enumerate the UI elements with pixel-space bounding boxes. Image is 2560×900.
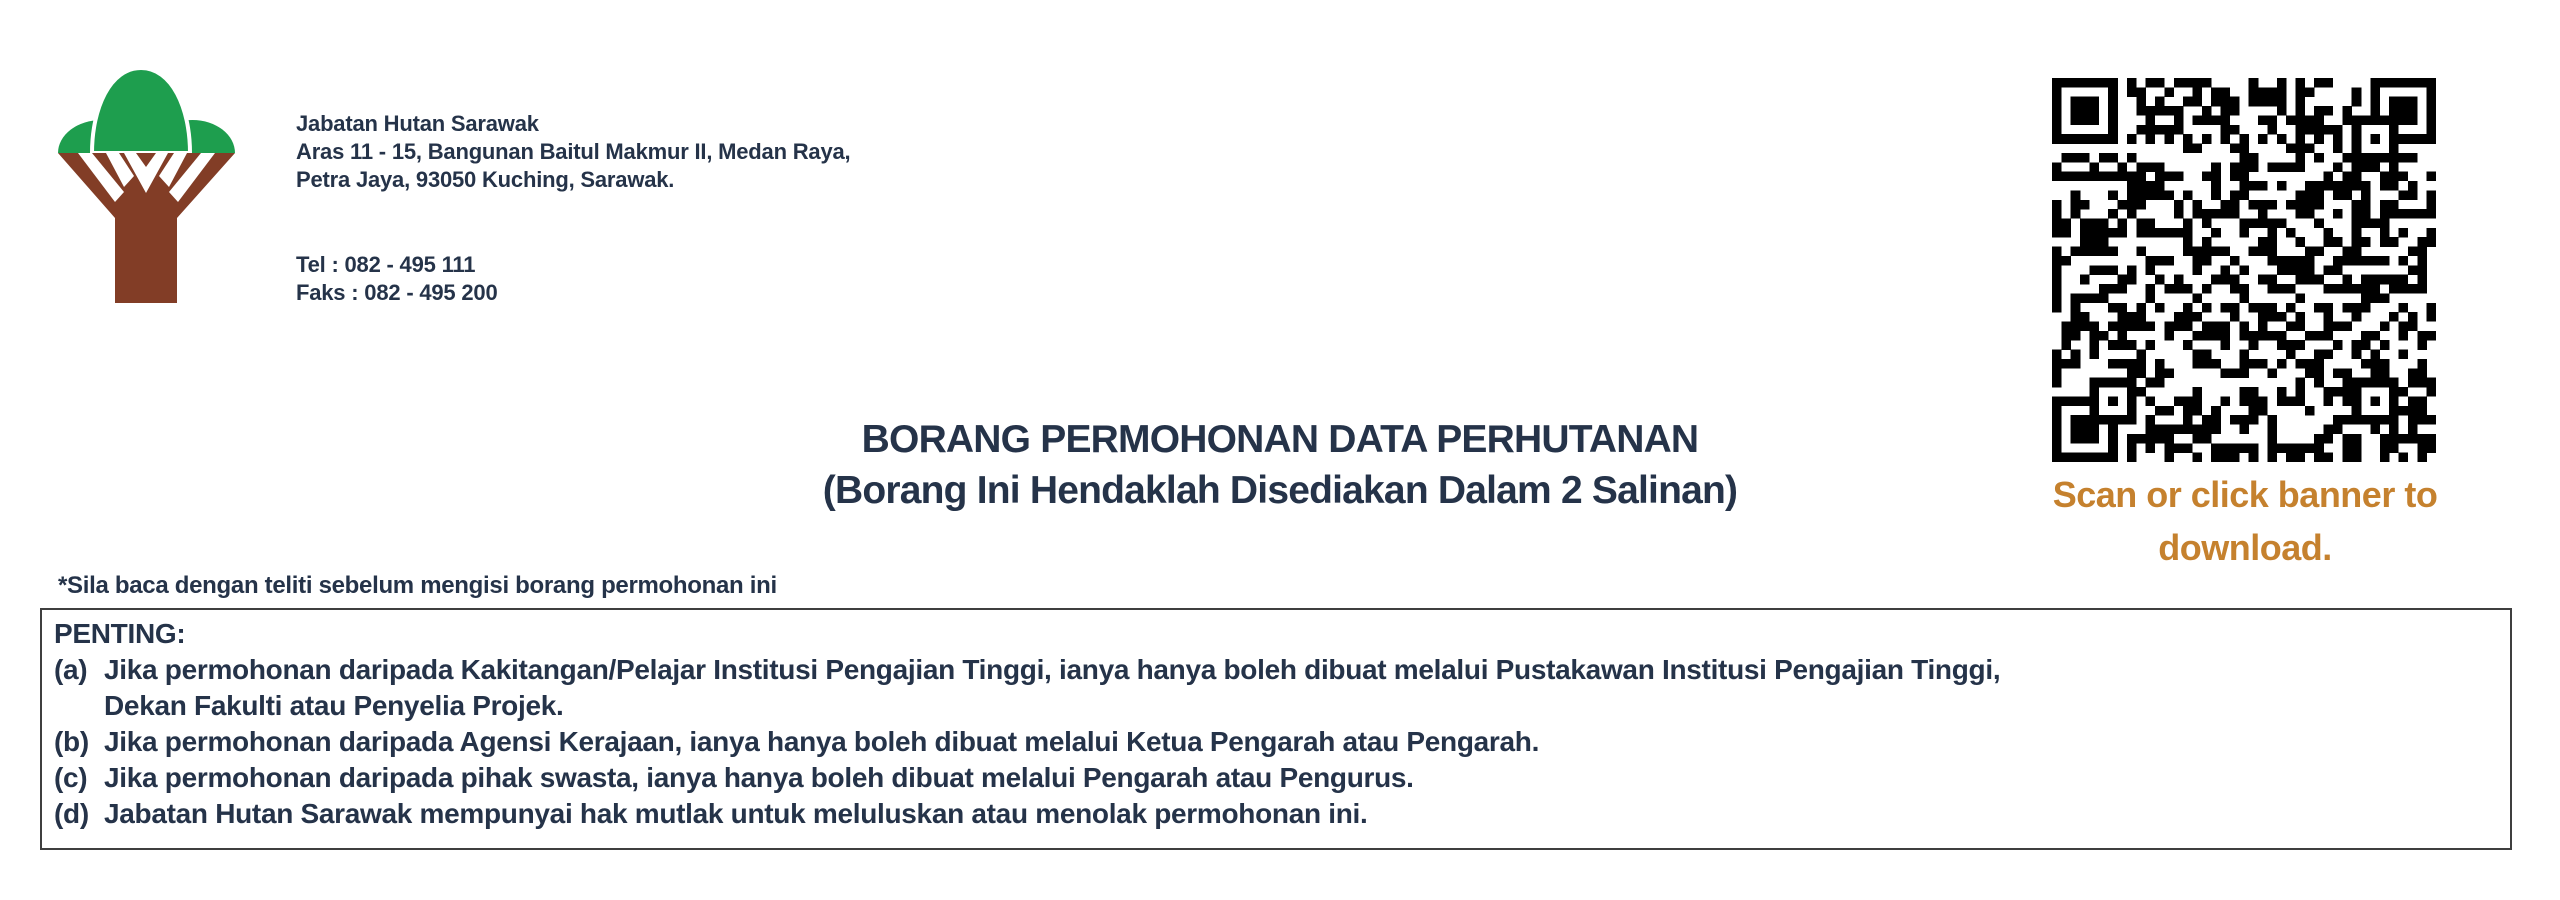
penting-item-c-label: (c)	[54, 762, 88, 793]
penting-item-c-line-1: Jika permohonan daripada pihak swasta, ianya hanya boleh dibuat melalui Pengarah atau Pengurus.	[104, 762, 1414, 793]
penting-item-a-line-2: Dekan Fakulti atau Penyelia Projek.	[104, 690, 564, 721]
read-note: *Sila baca dengan teliti sebelum mengisi borang permohonan ini	[58, 572, 777, 599]
penting-item-d-label: (d)	[54, 798, 89, 829]
qr-caption	[1950, 468, 2540, 574]
qr-caption-line-2: download.	[2158, 527, 2332, 568]
penting-item-c	[54, 760, 2498, 796]
org-block	[296, 110, 850, 307]
penting-item-d-line-1: Jabatan Hutan Sarawak mempunyai hak mutlak untuk meluluskan atau menolak permohonan ini.	[104, 798, 1368, 829]
penting-item-d	[54, 796, 2498, 832]
org-address-line-1: Aras 11 - 15, Bangunan Baitul Makmur II, Medan Raya,	[296, 139, 851, 164]
penting-box	[40, 608, 2512, 850]
tree-logo-icon	[58, 66, 236, 303]
qr-code-icon[interactable]	[2052, 78, 2436, 462]
org-address-line-2: Petra Jaya, 93050 Kuching, Sarawak.	[296, 167, 675, 192]
penting-item-b-label: (b)	[54, 726, 89, 757]
penting-item-a	[54, 652, 2498, 724]
form-title: BORANG PERMOHONAN DATA PERHUTANAN	[861, 418, 1699, 461]
org-phones	[296, 251, 850, 307]
penting-item-a-label: (a)	[54, 654, 88, 685]
penting-item-b-line-1: Jika permohonan daripada Agensi Kerajaan, ianya hanya boleh dibuat melalui Ketua Pengarah atau Pengarah.	[104, 726, 1540, 757]
org-name: Jabatan Hutan Sarawak	[296, 111, 539, 136]
qr-caption-line-1: Scan or click banner to	[2052, 474, 2438, 515]
penting-item-a-line-1: Jika permohonan daripada Kakitangan/Pelajar Institusi Pengajian Tinggi, ianya hanya boleh dibuat melalui Pustakawan Institusi Pengajian Tinggi,	[104, 654, 2001, 685]
org-tel: Tel : 082 - 495 111	[296, 252, 476, 277]
penting-heading: PENTING:	[54, 618, 186, 649]
penting-item-b	[54, 724, 2498, 760]
org-faks: Faks : 082 - 495 200	[296, 280, 498, 305]
form-subtitle: (Borang Ini Hendaklah Disediakan Dalam 2 Salinan)	[822, 469, 1738, 512]
qr-banner-link[interactable]	[2052, 78, 2436, 462]
